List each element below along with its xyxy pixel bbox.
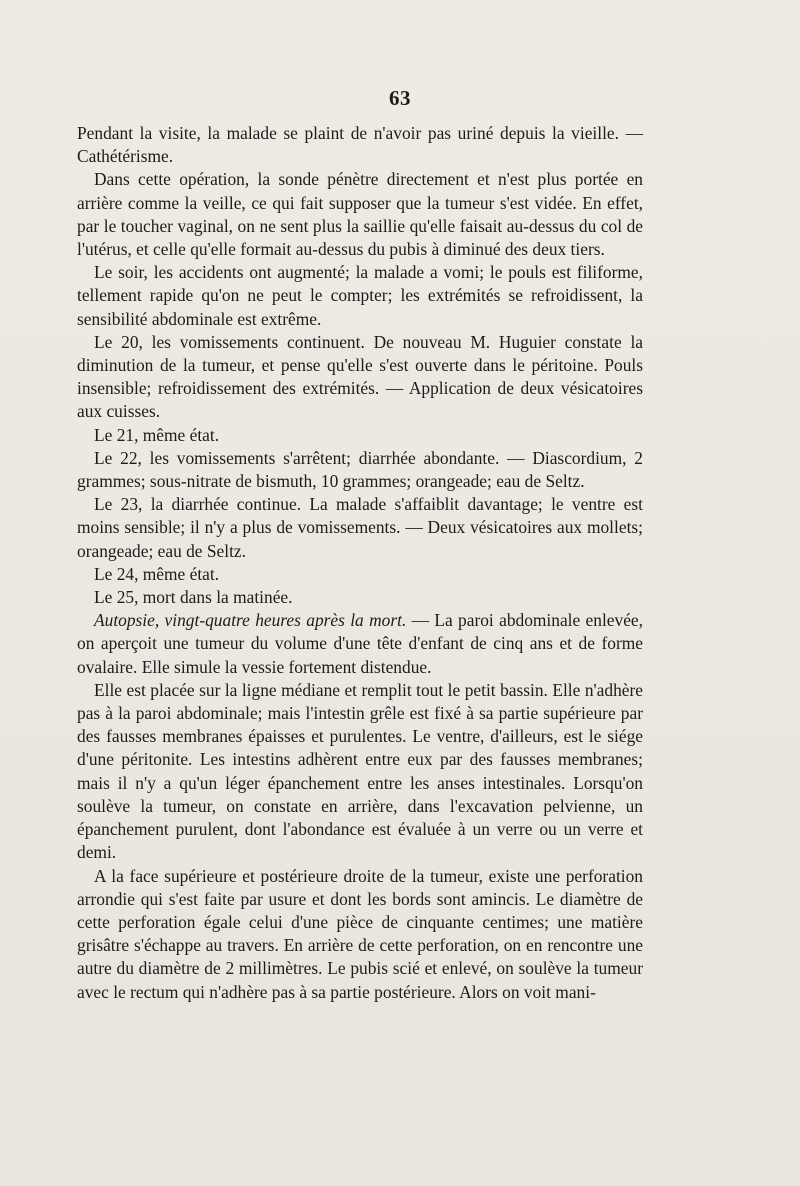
body-text (77, 122, 643, 1004)
paragraph: Le 22, les vomissements s'arrêtent; diarrhée abondante. — Diascordium, 2 grammes; sous-nitrate de bismuth, 10 grammes; orangeade; eau de Seltz. (77, 447, 643, 492)
paragraph: Dans cette opération, la sonde pénètre directement et n'est plus portée en arrière comme la veille, ce qui fait supposer que la tumeur s'est vidée. En effet, par le toucher vaginal, on ne sent plus la saillie qu'elle faisait au-dessus du col de l'utérus, et celle qu'elle formait au-dessus du pubis à diminué des deux tiers. (77, 169, 643, 260)
autopsy-lead: Autopsie, vingt-quatre heures après la mort. (94, 610, 407, 631)
paragraph: Le 24, même état. (94, 563, 220, 584)
autopsy-text: — La paroi abdominale enlevée, on aperçoit une tumeur du volume d'une tête d'enfant de cinq ans et de forme ovalaire. Elle simule la vessie fortement distendue. (77, 610, 644, 677)
paragraph: Le 25, mort dans la matinée. (94, 587, 293, 608)
page-number: 63 (389, 86, 411, 110)
autopsy-paragraph (77, 609, 643, 679)
paragraph: Le 23, la diarrhée continue. La malade s'affaiblit davantage; le ventre est moins sensible; il n'y a plus de vomissements. — Deux vésicatoires aux mollets; orangeade; eau de Seltz. (77, 494, 643, 561)
paragraph: Le 20, les vomissements continuent. De nouveau M. Huguier constate la diminution de la tumeur, et pense qu'elle s'est ouverte dans le péritoine. Pouls insensible; refroidissement des extrémités. — Application de deux vésicatoires aux cuisses. (77, 331, 643, 422)
paragraph: Le 21, même état. (94, 424, 220, 445)
paragraph: Pendant la visite, la malade se plaint de n'avoir pas uriné depuis la vieille. — Cathétérisme. (77, 123, 643, 167)
paragraph: A la face supérieure et postérieure droite de la tumeur, existe une perforation arrondie qui s'est faite par usure et dont les bords sont amincis. Le diamètre de cette perforation égale celui d'une pièce de cinquante centimes; une matière grisâtre s'échappe au travers. En arrière de cette perforation, on en rencontre une autre du diamètre de 2 millimètres. Le pubis scié et enlevé, on soulève la tumeur avec le rectum qui n'adhère pas à sa partie postérieure. Alors on voit mani- (77, 865, 643, 1002)
paragraph: Elle est placée sur la ligne médiane et remplit tout le petit bassin. Elle n'adhère pas à la paroi abdominale; mais l'intestin grêle est fixé à sa partie supérieure par des fausses membranes épaisses et purulentes. Le ventre, d'ailleurs, est le siége d'une péritonite. Les intestins adhèrent entre eux par des fausses membranes; mais il n'y a qu'un léger épanchement entre les anses intestinales. Lorsqu'on soulève la tumeur, on constate en arrière, dans l'excavation pelvienne, un épanchement purulent, dont l'abondance est évaluée à un verre ou un verre et demi. (77, 679, 643, 863)
paragraph: Le soir, les accidents ont augmenté; la malade a vomi; le pouls est filiforme, tellement rapide qu'on ne peut le compter; les extrémités se refroidissent, la sensibilité abdominale est extrême. (77, 262, 643, 329)
